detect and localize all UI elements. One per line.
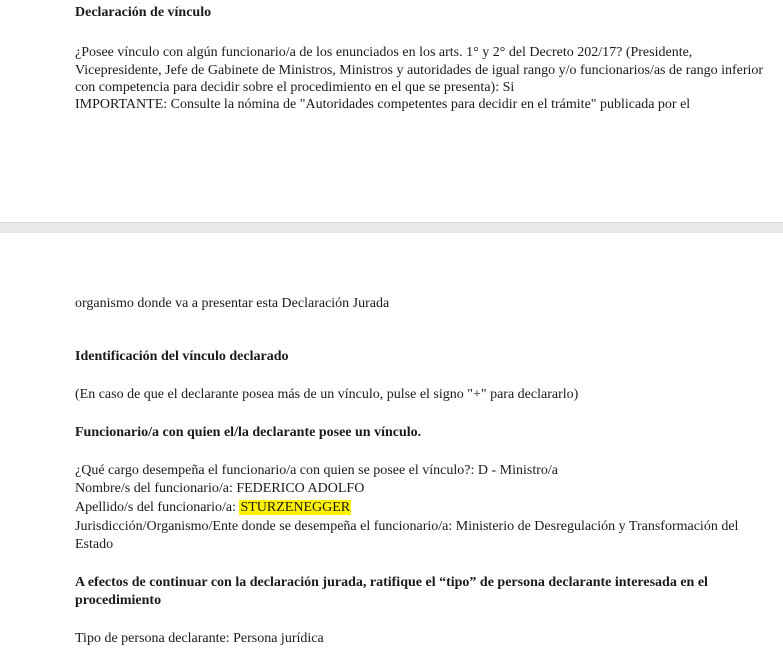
vinculo-question: ¿Posee vínculo con algún funcionario/a de los enunciados en los arts. 1° y 2° del Decreto 202/17? (Presidente, Vicepresidente, Jefe de Gabinete de Ministros, Ministros y autoridades de igual rango y/o funcionarios/as de rango inferior con competencia para decidir sobre el procedimiento en el que se presenta): Si — [75, 45, 764, 95]
tipo-label: Tipo de persona declarante: — [75, 631, 234, 646]
apellido-value-highlighted: STURZENEGGER — [240, 500, 351, 515]
cargo-line — [75, 462, 765, 480]
important-note: IMPORTANTE: Consulte la nómina de "Autoridades competentes para decidir en el trámite" publicada por el — [75, 97, 691, 112]
ratifique-heading: A efectos de continuar con la declaración jurada, ratifique el “tipo” de persona declarante interesada en el procedimiento — [75, 575, 708, 608]
tipo-value: Persona jurídica — [233, 631, 324, 646]
cargo-value: D - Ministro/a — [477, 463, 558, 478]
jurisdiccion-line — [75, 518, 765, 553]
important-note-continuation: organismo donde va a presentar esta Declaración Jurada — [75, 296, 390, 311]
identificacion-heading: Identificación del vínculo declarado — [75, 349, 289, 364]
document-page-1 — [0, 0, 783, 222]
apellido-label: Apellido/s del funcionario/a: — [75, 500, 240, 515]
document-page-2 — [0, 233, 783, 653]
nombre-value: FEDERICO ADOLFO — [236, 481, 365, 496]
funcionario-heading: Funcionario/a con quien el/la declarante posee un vínculo. — [75, 425, 422, 440]
multiple-vinculo-note: (En caso de que el declarante posea más de un vínculo, pulse el signo "+" para declararlo) — [75, 387, 579, 402]
jurisdiccion-value: Ministerio de Desregulación y Transformación del Estado — [75, 519, 739, 552]
tipo-line — [75, 630, 765, 648]
apellido-line — [75, 499, 765, 517]
nombre-line — [75, 480, 765, 498]
cargo-label: ¿Qué cargo desempeña el funcionario/a con quien se posee el vínculo?: — [75, 463, 478, 478]
jurisdiccion-label: Jurisdicción/Organismo/Ente donde se desempeña el funcionario/a: — [75, 519, 456, 534]
declaracion-vinculo-heading: Declaración de vínculo — [75, 5, 212, 20]
nombre-label: Nombre/s del funcionario/a: — [75, 481, 237, 496]
